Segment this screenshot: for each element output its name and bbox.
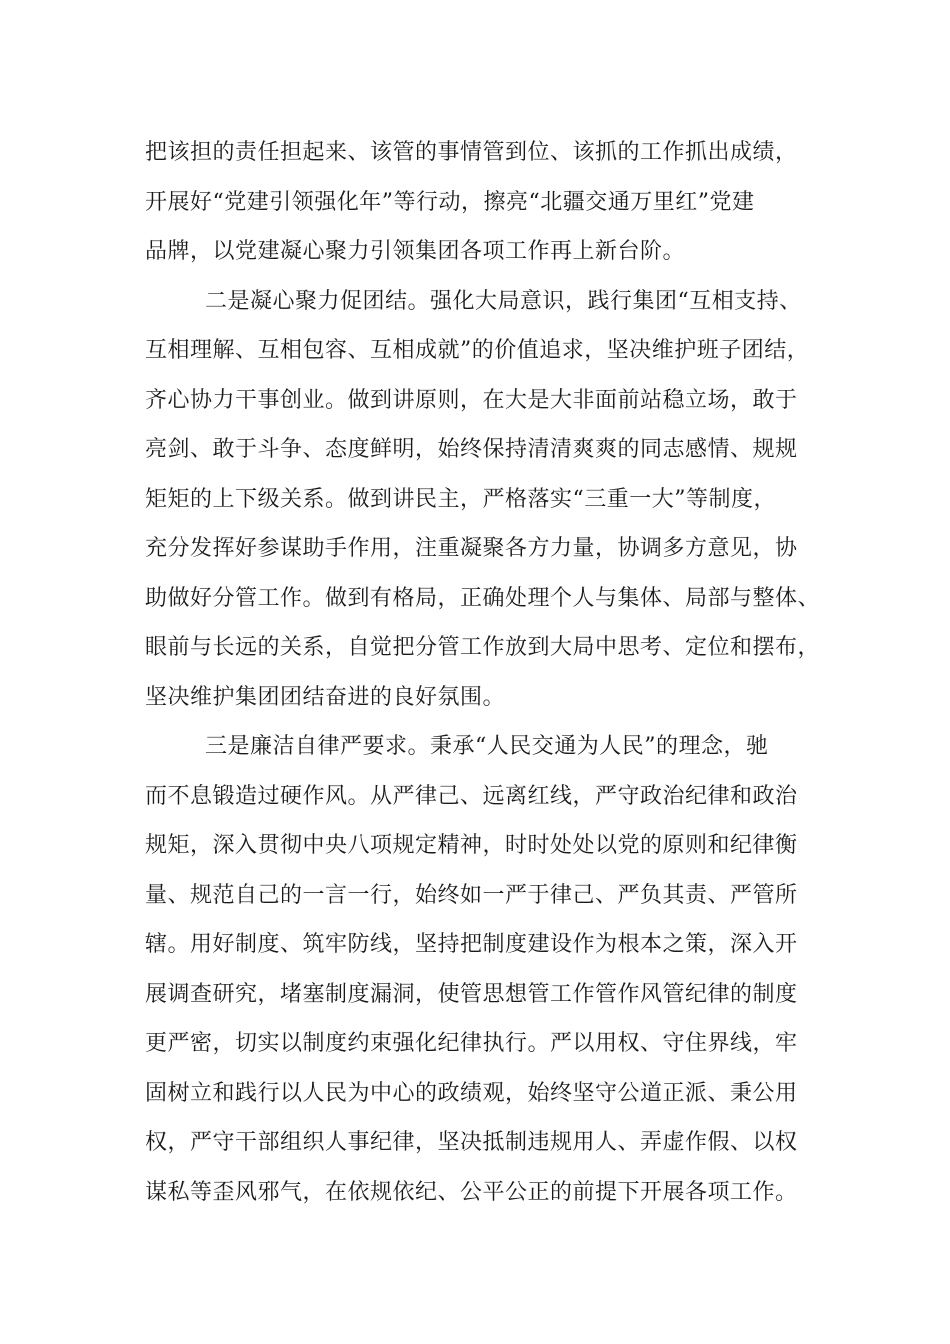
text-line: 谋私等歪风邪气，在依规依纪、公平公正的前提下开展各项工作。 [145,1179,798,1205]
text-line: 互相理解、互相包容、互相成就”的价值追求，坚决维护班子团结， [145,338,810,363]
text-line: 眼前与长远的关系，自觉把分管工作放到大局中思考、定位和摆布， [145,635,821,660]
text-line: 更严密，切实以制度约束强化纪律执行。严以用权、守住界线，牢 [145,1031,798,1056]
text-line: 亮剑、敢于斗争、态度鲜明，始终保持清清爽爽的同志感情、规规 [145,437,798,462]
document-body [145,128,825,1217]
text-line: 矩矩的上下级关系。做到讲民主，严格落实“三重一大”等制度， [145,486,776,512]
text-line: 固树立和践行以人民为中心的政绩观，始终坚守公道正派、秉公用 [145,1080,798,1106]
paragraph-2 [145,277,825,723]
paragraph-1 [145,128,825,277]
text-line: 而不息锻造过硬作风。从严律己、远离红线，严守政治纪律和政治 [145,783,798,809]
text-line: 齐心协力干事创业。做到讲原则，在大是大非面前站稳立场，敢于 [145,387,798,413]
text-line: 辖。用好制度、筑牢防线，坚持把制度建设作为根本之策，深入开 [145,932,798,957]
text-line: 规矩，深入贯彻中央八项规定精神，时时处处以党的原则和纪律衡 [145,833,798,858]
text-line: 坚决维护集团团结奋进的良好氛围。 [145,684,506,710]
text-line: 助做好分管工作。做到有格局，正确处理个人与集体、局部与整体、 [145,585,821,611]
text-line: 三是廉洁自律严要求。秉承“人民交通为人民”的理念，驰 [205,734,769,759]
text-line: 把该担的责任担起来、该管的事情管到位、该抓的工作抓出成绩， [145,140,798,165]
text-line: 充分发挥好参谋助手作用，注重凝聚各方力量，协调多方意见，协 [145,536,798,561]
text-line: 量、规范自己的一言一行，始终如一严于律己、严负其责、严管所 [145,882,798,908]
paragraph-3 [145,722,825,1217]
text-line: 展调查研究，堵塞制度漏洞，使管思想管工作管作风管纪律的制度 [145,981,798,1007]
text-line: 二是凝心聚力促团结。强化大局意识，践行集团“互相支持、 [205,288,802,314]
text-line: 品牌，以党建凝心聚力引领集团各项工作再上新台阶。 [145,239,686,264]
text-line: 权，严守干部组织人事纪律，坚决抵制违规用人、弄虚作假、以权 [145,1130,798,1155]
text-line: 开展好“党建引领强化年”等行动，擦亮“北疆交通万里红”党建 [145,189,755,215]
